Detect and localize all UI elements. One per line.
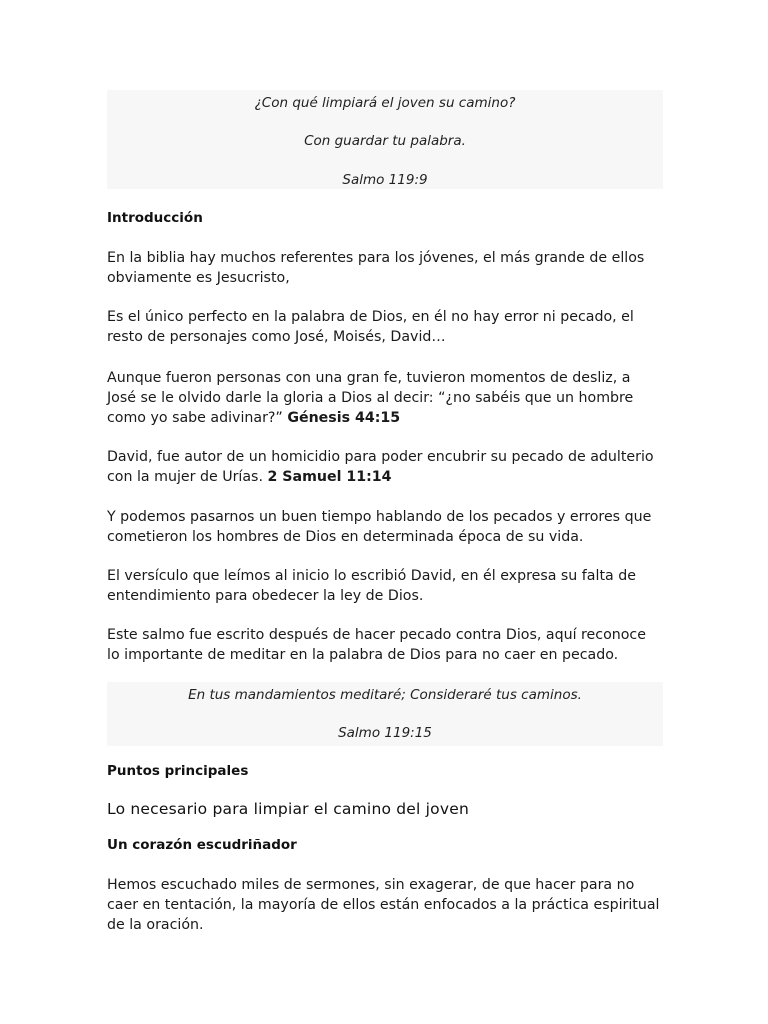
- paragraph: Hemos escuchado miles de sermones, sin exagerar, de que hacer para no caer en tentación, la mayoría de ellos están enfocados a la práctica espiritual de la oración.: [107, 877, 660, 933]
- paragraph: Este salmo fue escrito después de hacer pecado contra Dios, aquí reconoce lo importante de meditar en la palabra de Dios para no caer en pecado.: [107, 627, 646, 663]
- paragraph: [107, 447, 663, 487]
- bible-reference: Génesis 44:15: [287, 410, 401, 426]
- intro-heading: Introducción: [107, 210, 203, 226]
- opening-verse-quote: [107, 90, 663, 189]
- verse-quote: [107, 682, 663, 746]
- paragraph-text: David, fue autor de un homicidio para poder encubrir su pecado de adulterio con la mujer de Urías.: [107, 449, 654, 485]
- verse-line: ¿Con qué limpiará el joven su camino?: [254, 95, 516, 111]
- paragraph: [107, 368, 663, 428]
- subsection-title: Un corazón escudriñador: [107, 837, 297, 853]
- section-title: Lo necesario para limpiar el camino del joven: [107, 800, 470, 818]
- paragraph: El versículo que leímos al inicio lo escribió David, en él expresa su falta de entendimiento para obedecer la ley de Dios.: [107, 568, 636, 604]
- paragraph: Y podemos pasarnos un buen tiempo hablando de los pecados y errores que cometieron los hombres de Dios en determinada época de su vida.: [107, 509, 652, 545]
- main-points-heading: Puntos principales: [107, 763, 249, 779]
- bible-reference: 2 Samuel 11:14: [267, 469, 392, 485]
- verse-line: Con guardar tu palabra.: [304, 133, 466, 149]
- verse-line: En tus mandamientos meditaré; Consideraré tus caminos.: [188, 687, 582, 703]
- paragraph: Es el único perfecto en la palabra de Dios, en él no hay error ni pecado, el resto de personajes como José, Moisés, David…: [107, 309, 634, 345]
- paragraph-text: Aunque fueron personas con una gran fe, tuvieron momentos de desliz, a José se le olvido darle la gloria a Dios al decir: “¿no sabéis que un hombre como yo sabe adivinar?”: [107, 370, 634, 426]
- verse-reference: Salmo 119:9: [342, 172, 428, 188]
- paragraph: En la biblia hay muchos referentes para los jóvenes, el más grande de ellos obviamente es Jesucristo,: [107, 250, 645, 286]
- verse-reference: Salmo 119:15: [338, 725, 432, 741]
